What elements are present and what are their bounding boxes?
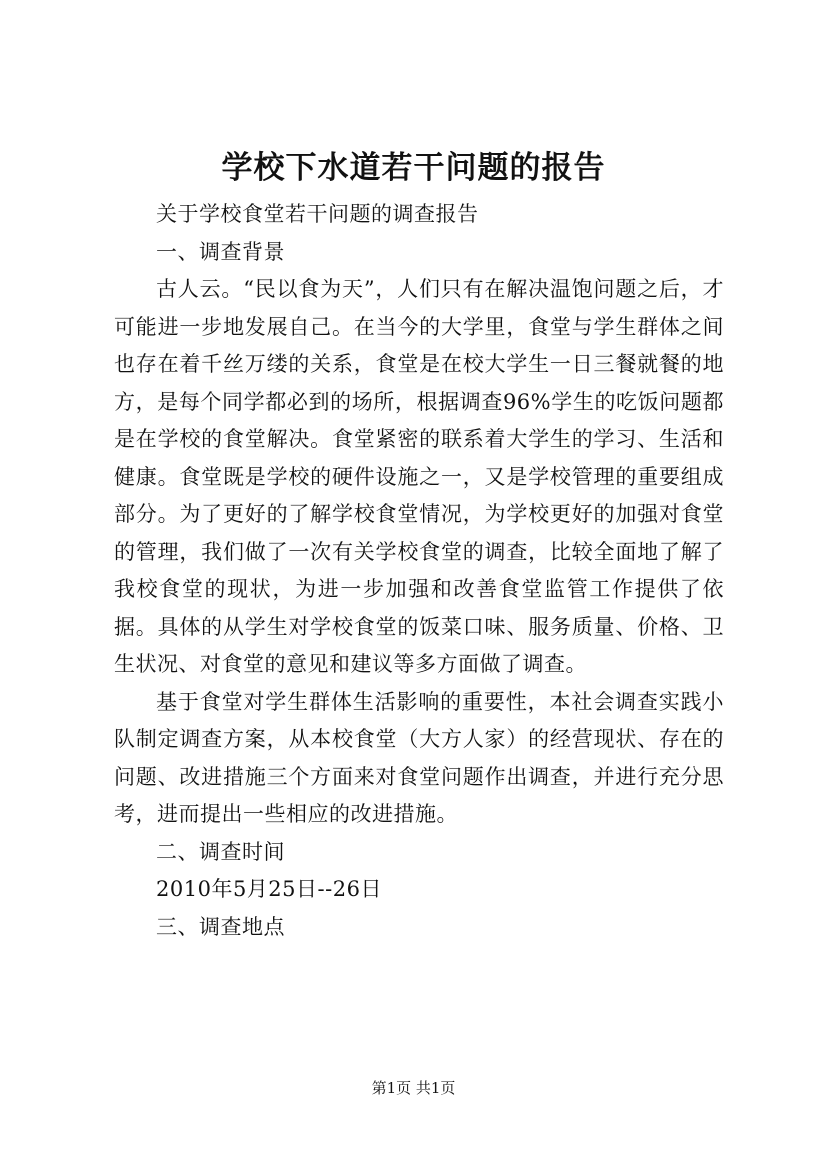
section-heading-location: 三、调查地点 bbox=[156, 914, 285, 939]
document-title: 学校下水道若干问题的报告 bbox=[221, 150, 606, 186]
subtitle-paragraph: 关于学校食堂若干问题的调查报告 bbox=[156, 202, 479, 226]
body-paragraph-1: 古人云。“民以食为天”，人们只有在解决温饱问题之后，才可能进一步地发展自己。在当今的大学里，食堂与学生群体之间也存在着千丝万缕的关系，食堂是在校大学生一日三餐就餐的地方，是每个同学都必到的场所，根据调查96%学生的吃饭问题都是在学校的食堂解决。食堂紧密的联系着大学生的学习、生活和健康。食堂既是学校的硬件设施之一，又是学校管理的重要组成部分。为了更好的了解学校食堂情况，为学校更好的加强对食堂的管理，我们做了一次有关学校食堂的调查，比较全面地了解了我校食堂的现状，为进一步加强和改善食堂监管工作提供了依据。具体的从学生对学校食堂的饭菜口味、服务质量、价格、卫生状况、对食堂的意见和建议等多方面做了调查。 bbox=[114, 277, 724, 676]
document-body bbox=[114, 196, 724, 946]
section-heading-time: 二、调查时间 bbox=[156, 839, 285, 864]
survey-date: 2010年5月25日--26日 bbox=[156, 877, 382, 901]
page-footer: 第1页 共1页 bbox=[371, 1079, 456, 1097]
section-heading-background: 一、调查背景 bbox=[156, 239, 285, 264]
body-paragraph-2: 基于食堂对学生群体生活影响的重要性，本社会调查实践小队制定调查方案，从本校食堂（大方人家）的经营现状、存在的问题、改进措施三个方面来对食堂问题作出调查，并进行充分思考，进而提出一些相应的改进措施。 bbox=[114, 689, 724, 826]
